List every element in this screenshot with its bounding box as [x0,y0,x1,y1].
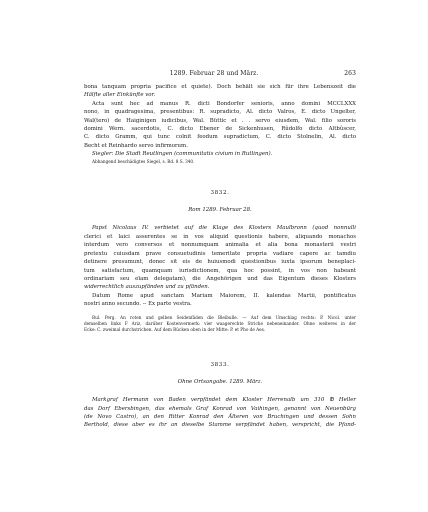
continued-text-block [84,83,356,165]
text-line: das Dorf Ebersbingen, das ehemals Graf Konrad von Vaihingen, genannt von Neuenbürg [84,405,356,412]
footnote-line: Bul. Perg. An roten und gelben Seidenfäden die Bleibulle. — Auf dem Umschlag rechts: P. Nicol. unter [92,314,356,320]
text-line: interdum vero conversos et nonnumquam animalia et alia bona monasterii vestri [84,242,356,249]
text-line: bona tanquam propria pacifice et quiete). Doch behält sie sich für ihre Lebenszeit die [84,84,356,90]
text-line: C. dicto Gramm, qui tunc colnit feodum supradictum, C. dicto Stolnelin, Al. dicto [84,134,356,141]
sealer-line: Siegler: Die Stadt Reutlingen (communitatis civium in Rutlingen). [92,151,273,158]
datum-line: nostri anno secundo. -- Ex parte vestra. [84,301,192,308]
text-line: Papst Nicolaus IV. verbietet auf die Klage des Klosters Maulbronn (quod nonnulli [92,225,356,232]
seal-note: Abhangend beschädigtes Siegel, s. Bd. 8 S. 340. [92,158,195,164]
text-line: widerrechtlich auszupfänden und zu pfänden. [84,284,210,291]
text-line: Markgraf Hermann von Baden verpfändet dem Kloster Herrenalb um 310 ℔ Heller [92,397,356,404]
document-number: 3832. [210,190,230,197]
text-line: nono, in quadragesima, presentibus: R. supradicto, Al. dicto Valros, E. dicto Ungelter, [84,109,356,116]
text-line: Becht et Reinhardo servo infirmorum. [84,142,188,149]
text-line: pretextu cuiusdam prave consuetudinis temeritate propria vadiare capere ac tamdiu [84,250,356,257]
footnote-line: Ecke: C. zweimal durchstrichen. Auf dem Rücken oben in der Mitte: P. et Pho de Aes. [84,327,266,333]
text-line: (de Novo Castro), an den Ritter Konrad den Älteren von Bruchingen und dessen Sohn [84,413,356,420]
page-content [84,70,356,430]
document-number: 3833. [210,361,230,368]
document-3832 [84,190,356,334]
text-line: Acta sunt hec ad manus R. dicti Bondorfer senioris, anno domini MCCLXXX [92,100,356,107]
page-number: 263 [344,70,356,77]
header-title: 1289. Februar 28 und März. [169,70,259,77]
text-line: ordinariam seu eïam delegatam), die Angehörigen und das Eigentum dieses Klosters [84,275,356,282]
text-line: Hälfte aller Einkünfte vor. [84,92,156,99]
text-line: tum satisfactum, quamquam iurisdictionem, qua hoc possint, in vos non habeant [84,267,356,274]
footnote-line: demselben links F Ariz, darüber Kostenvermerk: vier waagerechte Striche nebeneinander. Ohne weiteres in der [84,320,356,326]
datum-line: Datum Rome apud sanctam Mariam Maiorem, II. kalendas Martii, pontificatus [92,292,356,299]
text-line: Wal(tero) de Haiginigen iudicibus, Wal. Büttic et . . servo eiusdem, Wal. filio sororis [84,117,356,124]
document-3833 [84,362,356,430]
text-line: clerici et laici asserentes se in vos aliquid questionis habere, aliquando monachos [84,233,356,240]
text-line: domini Wern. sacerdotis, C. dicto Ebener de Sickenhusen, Rûdolfo dicto Altbûscer, [84,126,356,133]
text-line: Berthold, diese aber es ihr an dieselbe Stamme verpfändet haben, verspricht, die Pfand- [84,422,356,429]
place-date: Ohne Ortsangabe. 1289. März. [177,378,263,385]
place-date: Rom 1289. Februar 28. [188,207,252,214]
text-line: detinere presumunt, donec sit eis de huiusmodi questionibus iuxta ipsorum beneplaci- [84,259,356,266]
running-header [84,70,356,77]
